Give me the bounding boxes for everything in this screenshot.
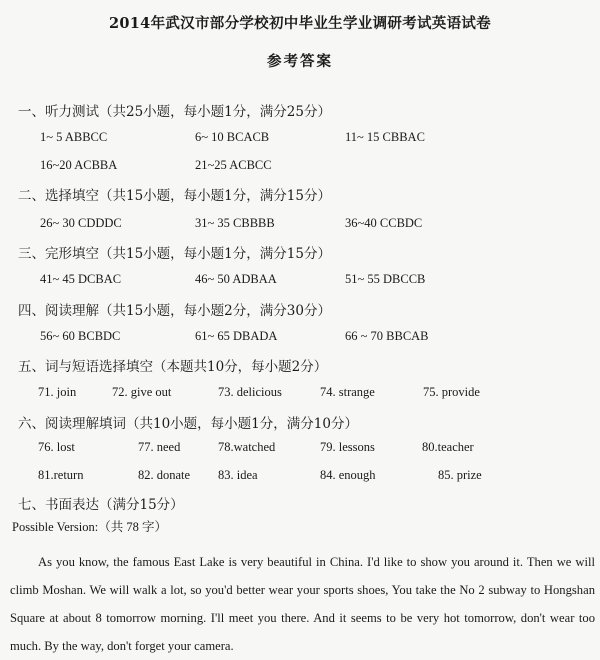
section-heading-choice: 二、选择填空（共15小题，每小题1分，满分15分） xyxy=(18,188,331,204)
answer-cell: 75. provide xyxy=(423,385,480,399)
answer-cell: 26~ 30 CDDDC xyxy=(40,216,122,230)
section-heading-cloze: 三、完形填空（共15小题，每小题1分，满分15分） xyxy=(18,246,331,262)
answer-cell: 79. lessons xyxy=(320,440,375,454)
page-subtitle: 参考答案 xyxy=(267,53,333,70)
section-heading-fill-in: 六、阅读理解填词（共10小题，每小题1分，满分10分） xyxy=(18,416,358,432)
answer-cell: 61~ 65 DBADA xyxy=(195,329,278,343)
answer-cell: 56~ 60 BCBDC xyxy=(40,329,121,343)
answer-cell: 83. idea xyxy=(218,468,258,482)
answer-cell: 71. join xyxy=(38,385,77,399)
page-title: 2014年武汉市部分学校初中毕业生学业调研考试英语试卷 xyxy=(109,15,491,32)
section-heading-reading: 四、阅读理解（共15小题，每小题2分，满分30分） xyxy=(18,303,331,319)
answer-cell: 73. delicious xyxy=(218,385,282,399)
answer-cell: 84. enough xyxy=(320,468,376,482)
section-heading-writing: 七、书面表达（满分15分） xyxy=(18,497,184,513)
answer-cell: 51~ 55 DBCCB xyxy=(345,272,426,286)
answer-cell: 6~ 10 BCACB xyxy=(195,130,270,144)
answer-cell: 16~20 ACBBA xyxy=(40,158,118,172)
answer-cell: 36~40 CCBDC xyxy=(345,216,423,230)
answer-cell: 80.teacher xyxy=(422,440,474,454)
answer-cell: 74. strange xyxy=(320,385,375,399)
section-heading-word-choice: 五、词与短语选择填空（本题共10分，每小题2分） xyxy=(18,359,328,375)
answer-cell: 78.watched xyxy=(218,440,276,454)
answer-cell: 41~ 45 DCBAC xyxy=(40,272,122,286)
answer-cell: 72. give out xyxy=(112,385,172,399)
possible-version-label: Possible Version:（共 78 字） xyxy=(12,520,167,534)
answer-cell: 82. donate xyxy=(138,468,191,482)
answer-cell: 77. need xyxy=(138,440,181,454)
answer-cell: 1~ 5 ABBCC xyxy=(40,130,108,144)
answer-cell: 85. prize xyxy=(438,468,482,482)
answer-cell: 76. lost xyxy=(38,440,75,454)
essay-paragraph: As you know, the famous East Lake is very beautiful in China. I'd like to show you around it. Then we will climb Moshan. We will walk a lot, so you'd better wear your sports shoes, You take the No 2 subway to Hongshan Square at about 8 tomorrow morning. I'll meet you there. And it seems to be very hot tomorrow, don't wear too much. By the way, don't forget your camera. xyxy=(10,555,595,653)
answer-cell: 81.return xyxy=(38,468,84,482)
essay-text xyxy=(10,548,595,660)
answer-cell: 11~ 15 CBBAC xyxy=(345,130,425,144)
answer-cell: 21~25 ACBCC xyxy=(195,158,272,172)
section-heading-listening: 一、听力测试（共25小题，每小题1分，满分25分） xyxy=(18,104,331,120)
answer-cell: 31~ 35 CBBBB xyxy=(195,216,275,230)
answer-cell: 66 ~ 70 BBCAB xyxy=(345,329,429,343)
answer-cell: 46~ 50 ADBAA xyxy=(195,272,277,286)
